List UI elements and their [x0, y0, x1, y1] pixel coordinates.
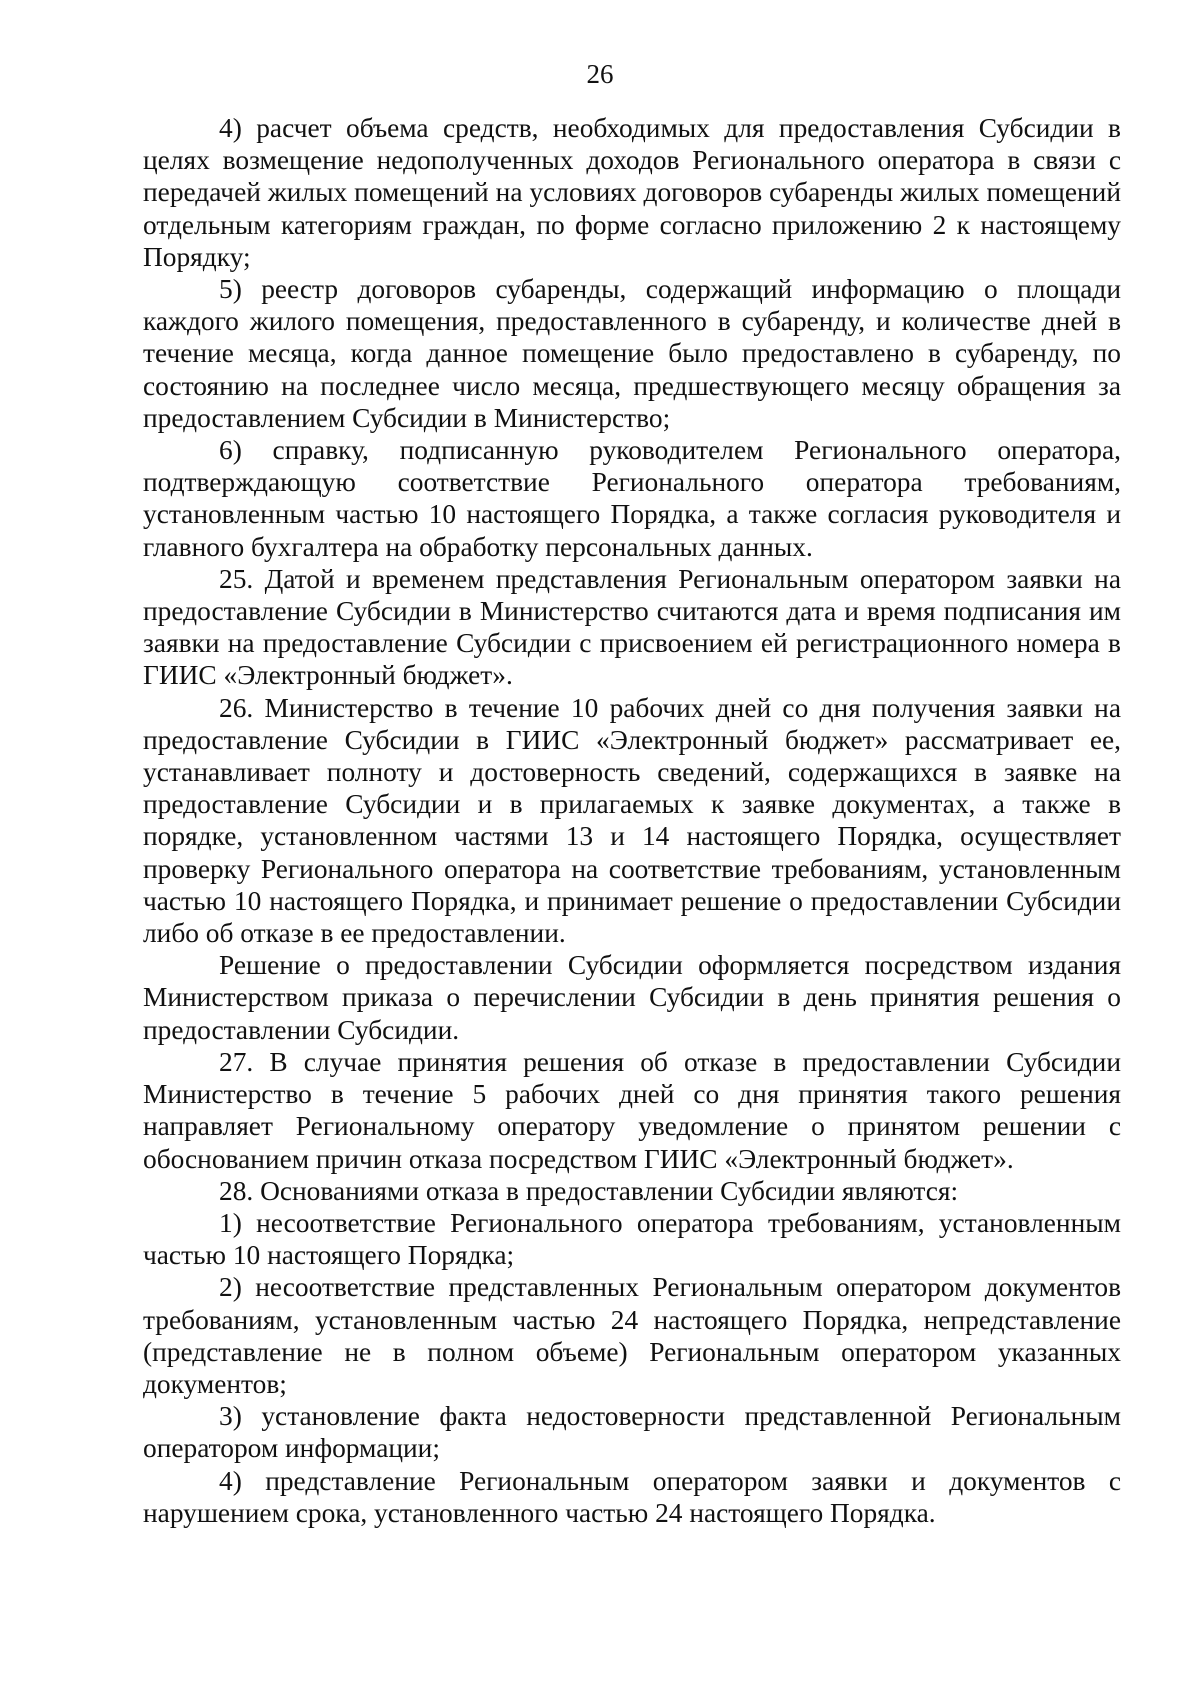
paragraph-item-6-certificate: 6) справку, подписанную руководителем Регионального оператора, подтверждающую соответствие Регионального оператора требованиям, установленным частью 10 настоящего Порядка, а также согласия руководителя и главного бухгалтера на обработку персональных данных. [143, 435, 1121, 562]
document-body [143, 112, 1121, 1529]
paragraph-item-4-calculation: 4) расчет объема средств, необходимых для предоставления Субсидии в целях возмещение недополученных доходов Регионального оператора в связи с передачей жилых помещений на условиях договоров субаренды жилых помещений отдельным категориям граждан, по форме согласно приложению 2 к настоящему Порядку; [143, 113, 1121, 272]
paragraph-refusal-ground-1: 1) несоответствие Регионального оператора требованиям, установленным частью 10 настоящего Порядка; [143, 1207, 1121, 1271]
paragraph-decision-order: Решение о предоставлении Субсидии оформляется посредством издания Министерством приказа о перечислении Субсидии в день принятия решения о предоставлении Субсидии. [143, 950, 1121, 1045]
paragraph-refusal-ground-4: 4) представление Региональным оператором заявки и документов с нарушением срока, установленного частью 24 настоящего Порядка. [143, 1465, 1121, 1528]
page-number: 26 [586, 59, 614, 89]
paragraph-section-27: 27. В случае принятия решения об отказе в предоставлении Субсидии Министерство в течение 5 рабочих дней со дня принятия такого решения направляет Региональному оператору уведомление о принятом решении с обоснованием причин отказа посредством ГИИС «Электронный бюджет». [143, 1046, 1121, 1174]
paragraph-section-25: 25. Датой и временем представления Региональным оператором заявки на предоставление Субсидии в Министерство считаются дата и время подписания им заявки на предоставление Субсидии с присвоением ей регистрационного номера в ГИИС «Электронный бюджет». [143, 563, 1121, 691]
paragraph-item-5-sublease-registry: 5) реестр договоров субаренды, содержащий информацию о площади каждого жилого помещения, предоставленного в субаренду, и количестве дней в течение месяца, когда данное помещение было предоставлено в субаренду, по состоянию на последнее число месяца, предшествующего месяцу обращения за предоставлением Субсидии в Министерство; [143, 274, 1121, 433]
paragraph-section-28: 28. Основаниями отказа в предоставлении Субсидии являются: [219, 1175, 959, 1206]
paragraph-refusal-ground-3: 3) установление факта недостоверности представленной Региональным оператором информации; [143, 1401, 1121, 1464]
paragraph-section-26: 26. Министерство в течение 10 рабочих дней со дня получения заявки на предоставление Субсидии в ГИИС «Электронный бюджет» рассматривает ее, устанавливает полноту и достоверность сведений, содержащихся в заявке на предоставление Субсидии и в прилагаемых к заявке документах, а также в порядке, установленном частями 13 и 14 настоящего Порядка, осуществляет проверку Регионального оператора на соответствие требованиям, установленным частью 10 настоящего Порядка, и принимает решение о предоставлении Субсидии либо об отказе в ее предоставлении. [143, 692, 1121, 949]
paragraph-refusal-ground-2: 2) несоответствие представленных Региональным оператором документов требованиям, установленным частью 24 настоящего Порядка, непредставление (представление не в полном объеме) Региональным оператором указанных документов; [143, 1272, 1121, 1399]
